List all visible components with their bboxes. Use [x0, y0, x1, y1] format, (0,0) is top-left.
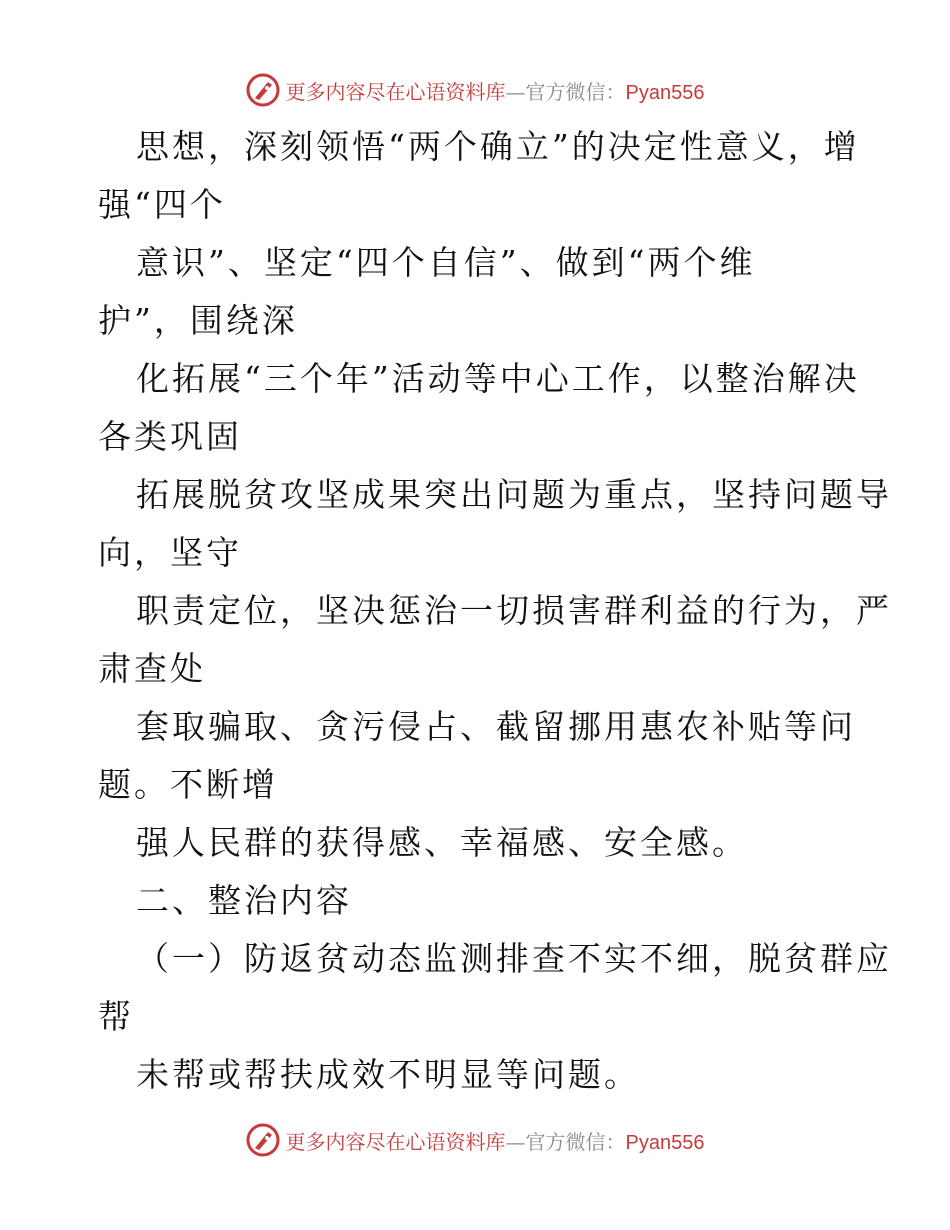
text-line: 强人民群的获得感、幸福感、安全感。 [136, 823, 748, 862]
text-line: （一）防返贫动态监测排查不实不细，脱贫群应 [136, 939, 892, 978]
footer-banner [0, 1120, 950, 1160]
text-line: 思想，深刻领悟“两个确立”的决定性意义，增 [136, 127, 860, 166]
text-line: 帮 [98, 997, 134, 1036]
text-line: 各类巩固 [98, 417, 242, 456]
pen-nib-logo-icon [246, 1123, 280, 1157]
pen-nib-logo-icon [246, 73, 280, 107]
banner-wechat-label: 官方微信： [525, 1129, 626, 1154]
banner-wechat-id: Pyan556 [625, 81, 705, 104]
text-line: 题。不断增 [98, 765, 278, 804]
document-body [0, 118, 950, 1104]
banner-wechat-id: Pyan556 [625, 1131, 705, 1154]
banner-separator: — [505, 79, 526, 104]
text-line: 套取骗取、贪污侵占、截留挪用惠农补贴等问 [136, 707, 856, 746]
text-line: 肃查处 [98, 649, 206, 688]
text-line: 向，坚守 [98, 533, 242, 572]
banner-text [286, 1126, 705, 1155]
text-line: 护”，围绕深 [98, 301, 298, 340]
text-line: 强“四个 [98, 185, 226, 224]
section-heading: 二、整治内容 [136, 881, 352, 920]
text-line: 未帮或帮扶成效不明显等问题。 [136, 1055, 640, 1094]
banner-text [286, 76, 705, 105]
header-banner [0, 70, 950, 110]
banner-main-text: 更多内容尽在心语资料库 [285, 1129, 506, 1154]
text-line: 意识”、坚定“四个自信”、做到“两个维 [136, 243, 756, 282]
text-line: 职责定位，坚决惩治一切损害群利益的行为，严 [136, 591, 892, 630]
banner-wechat-label: 官方微信： [525, 79, 626, 104]
banner-main-text: 更多内容尽在心语资料库 [285, 79, 506, 104]
text-line: 拓展脱贫攻坚成果突出问题为重点，坚持问题导 [136, 475, 892, 514]
text-line: 化拓展“三个年”活动等中心工作，以整治解决 [136, 359, 860, 398]
banner-separator: — [505, 1129, 526, 1154]
